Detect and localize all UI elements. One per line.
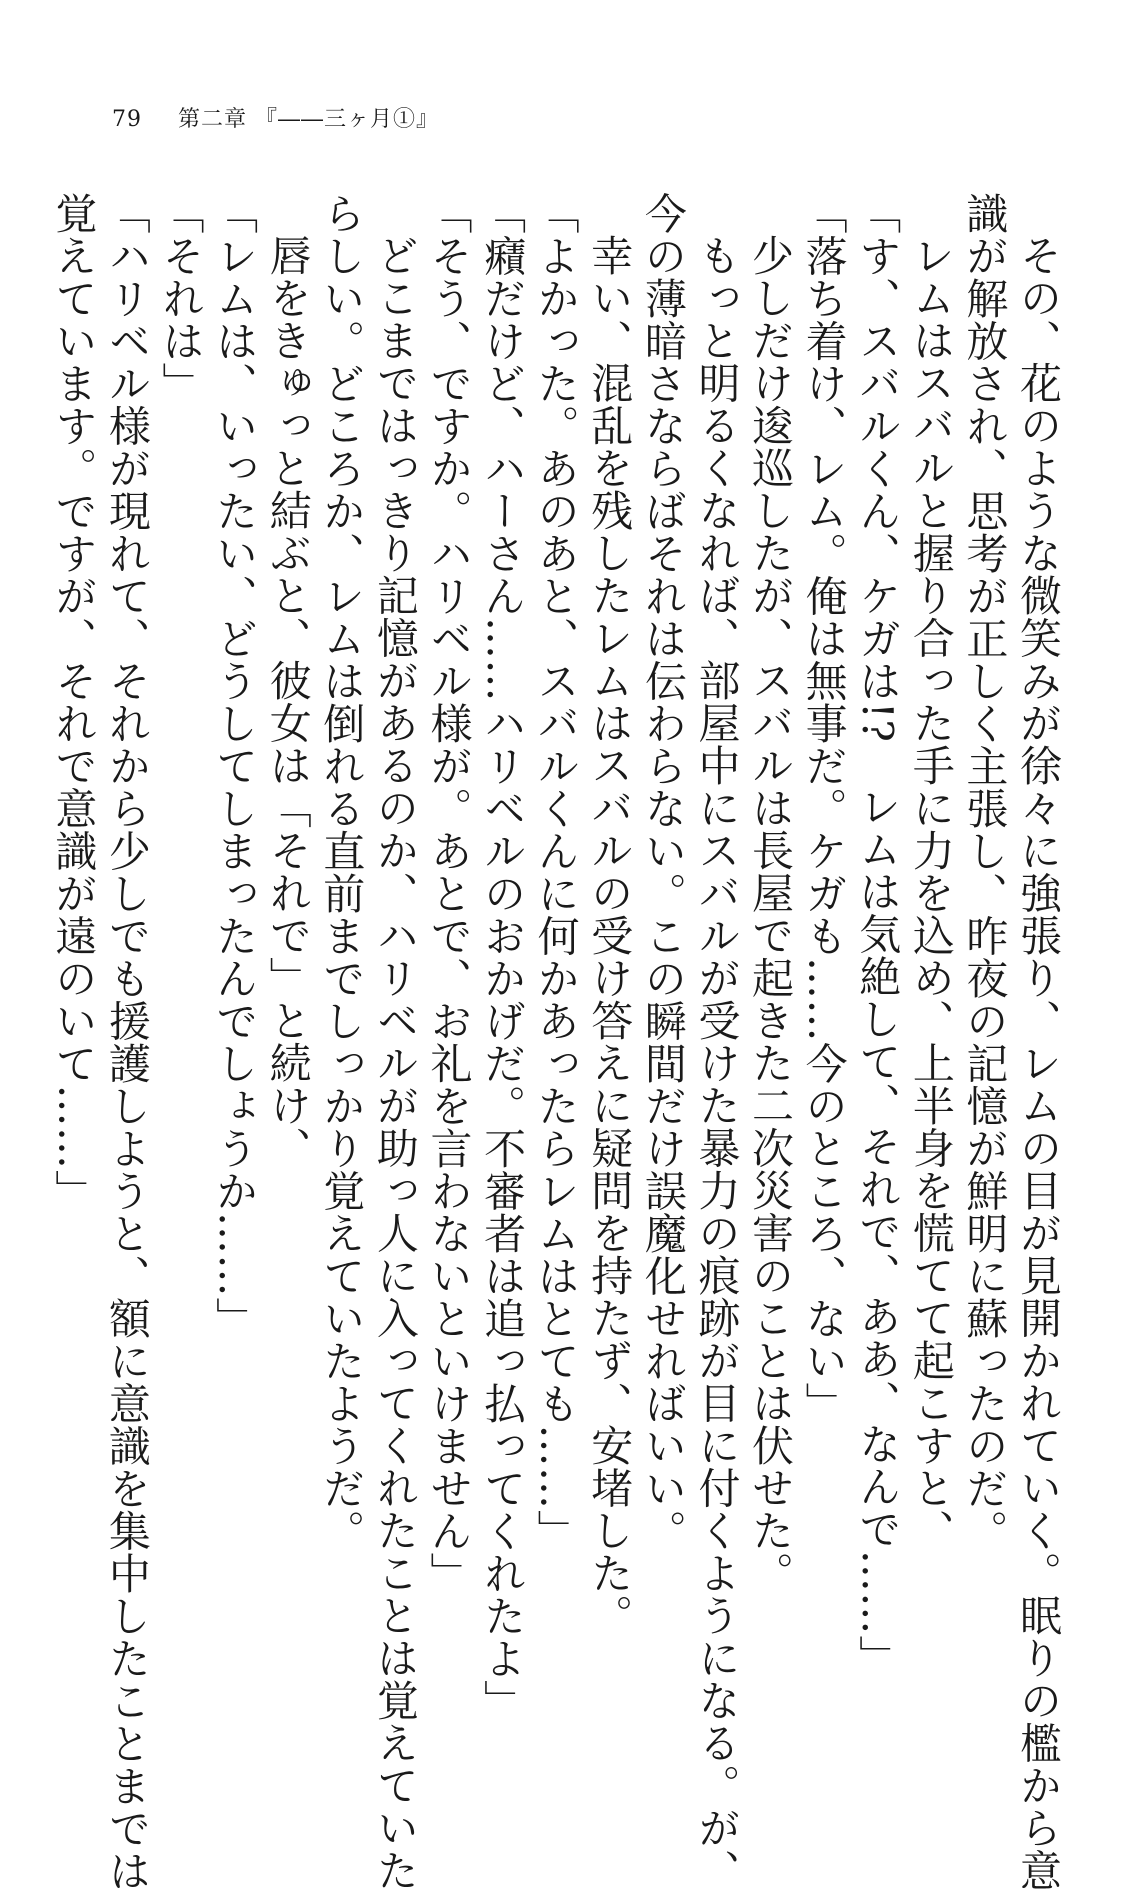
vertical-body-text — [49, 192, 1065, 1892]
text-line: 「レムは、いったい、どうしてしまったんでしょうか……」 — [210, 192, 260, 1340]
text-line: レムはスバルと握り合った手に力を込め、上半身を慌てて起こすと、 — [906, 234, 956, 1552]
text-line: 幸い、混乱を残したレムはスバルの受け答えに疑問を持たず、安堵した。 — [585, 234, 635, 1637]
text-line: 唇をきゅっと結ぶと、彼女は「それで」と続け、 — [263, 234, 313, 1169]
page-number: 79 — [112, 107, 142, 132]
text-line: 「よかった。あのあと、スバルくんに何かあったらレムはとても……」 — [531, 192, 581, 1552]
running-header — [112, 102, 439, 142]
text-line: 今の薄暗さならばそれは伝わらない。この瞬間だけ誤魔化せればいい。 — [638, 192, 688, 1552]
text-line: 「落ち着け、レム。俺は無事だ。ケガも……今のところ、ない」 — [799, 192, 849, 1425]
text-line: もっと明るくなれば、部屋中にスバルが受けた暴力の痕跡が目に付くようになる。が、 — [692, 234, 742, 1892]
text-line: 覚えています。ですが、それで意識が遠のいて……」 — [49, 192, 99, 1212]
text-line: 識が解放され、思考が正しく主張し、昨夜の記憶が鮮明に蘇ったのだ。 — [960, 192, 1010, 1552]
text-line: 「す、スバルくん、ケガは!? レムは気絶して、それで、ああ、なんで……」 — [853, 192, 903, 1678]
text-line: 「そう、ですか。ハリベル様が。あとで、お礼を言わないといけません」 — [424, 192, 474, 1595]
text-line: 「癪だけど、ハーさん……ハリベルのおかげだ。不審者は追っ払ってくれたよ」 — [478, 192, 528, 1722]
text-line: らしい。どころか、レムは倒れる直前までしっかり覚えていたようだ。 — [317, 192, 367, 1552]
text-line: 「それは」 — [156, 192, 206, 405]
text-line: その、花のような微笑みが徐々に強張り、レムの目が見開かれていく。眠りの檻から意 — [1014, 234, 1063, 1892]
chapter-title: 第二章 『――三ヶ月①』 — [178, 107, 439, 132]
text-line: 「ハリベル様が現れて、それから少しでも援護しようと、額に意識を集中したことまでは — [102, 192, 152, 1892]
text-line: どこまではっきり記憶があるのか、ハリベルが助っ人に入ってくれたことは覚えていた — [370, 234, 420, 1892]
text-line: 少しだけ逡巡したが、スバルは長屋で起きた二次災害のことは伏せた。 — [746, 234, 796, 1594]
